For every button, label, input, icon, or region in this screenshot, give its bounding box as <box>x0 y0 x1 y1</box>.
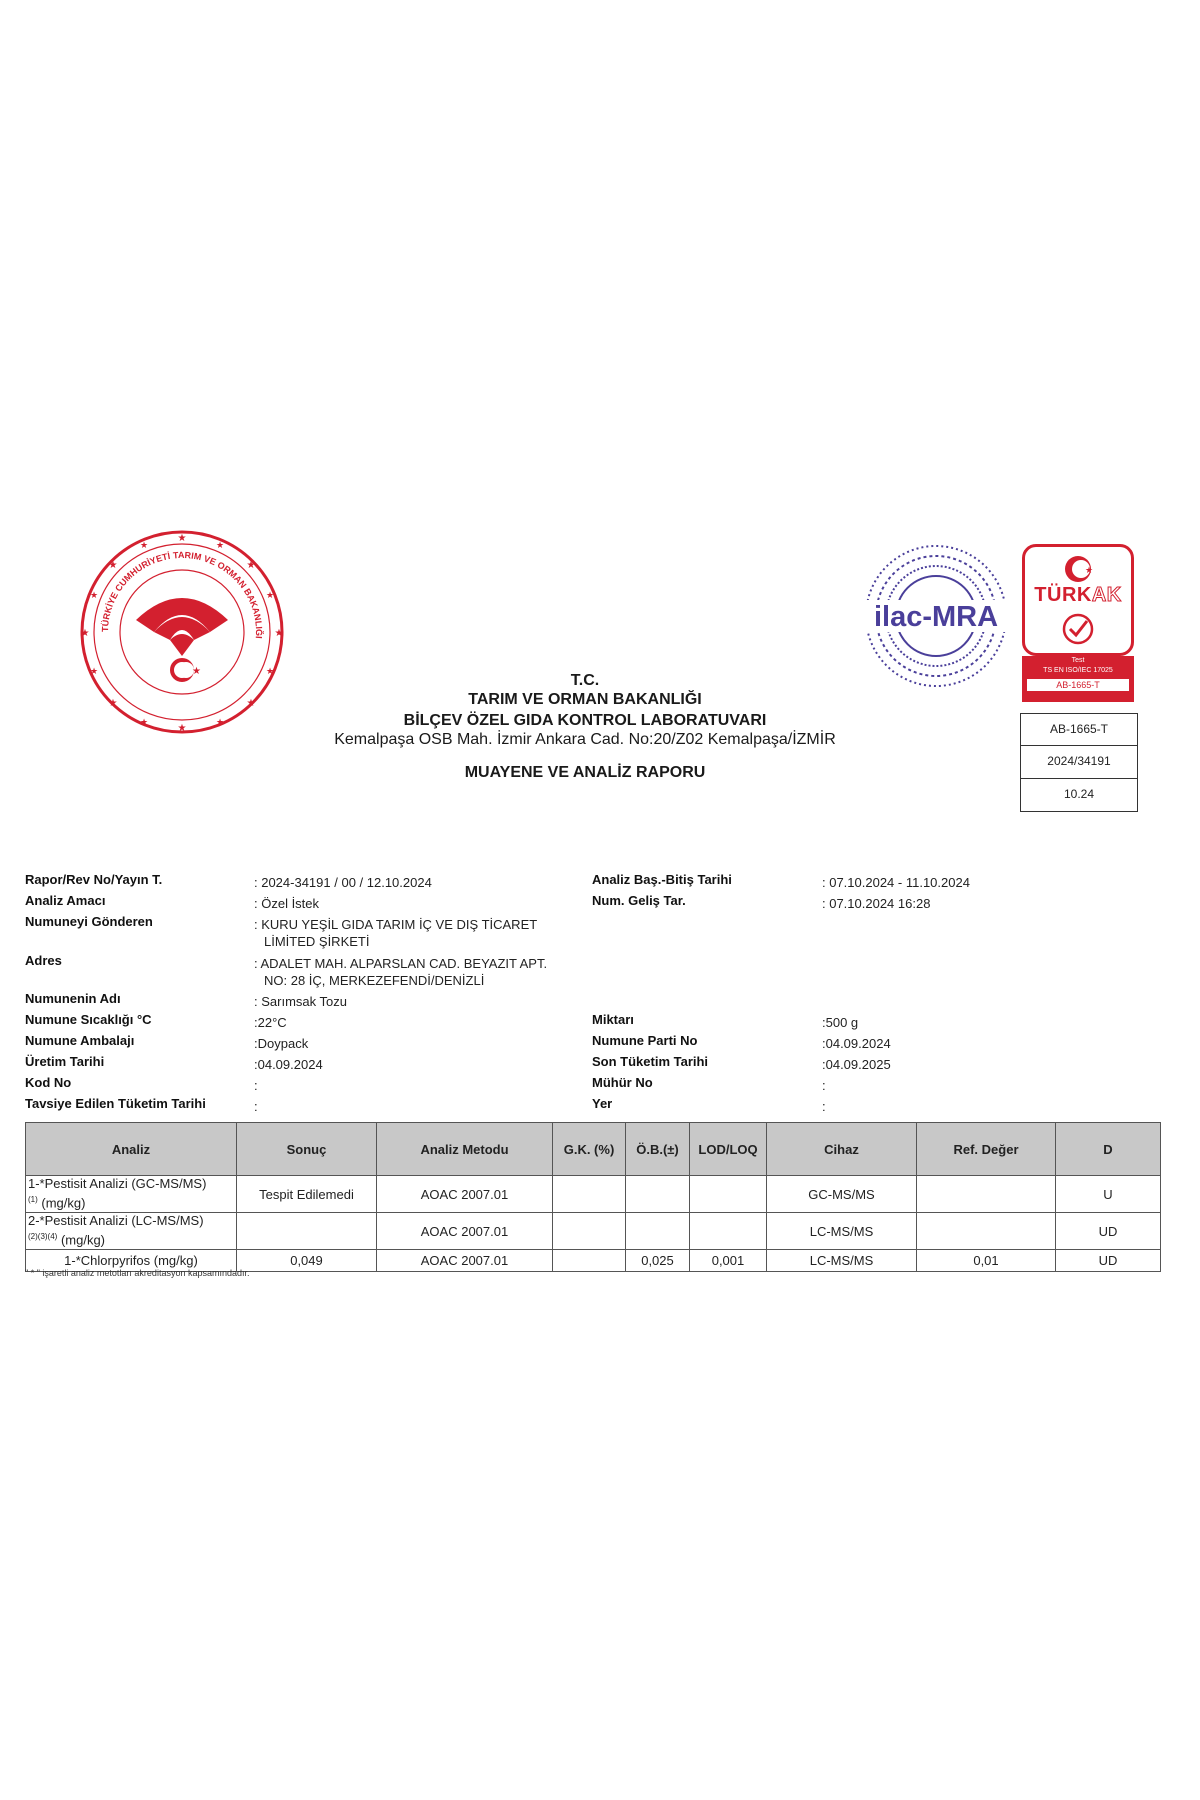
value-address-line1: : ADALET MAH. ALPARSLAN CAD. BEYAZIT APT. <box>254 956 548 971</box>
cell-method: AOAC 2007.01 <box>377 1250 553 1272</box>
svg-text:★: ★ <box>215 540 225 550</box>
value-place: : <box>822 1099 826 1114</box>
turkak-logo <box>1022 544 1136 704</box>
svg-text:★: ★ <box>265 666 275 676</box>
value-sender-line1: : KURU YEŞİL GIDA TARIM İÇ VE DIŞ TİCARET <box>254 917 538 932</box>
svg-text:★: ★ <box>1085 565 1094 575</box>
cell-d: UD <box>1056 1250 1161 1272</box>
results-table <box>25 1122 1161 1272</box>
ilac-mra-logo <box>860 540 1012 692</box>
col-header-ob: Ö.B.(±) <box>626 1123 690 1176</box>
value-sample-temp: :22°C <box>254 1015 287 1030</box>
svg-text:★: ★ <box>108 698 118 709</box>
cell-gk <box>553 1250 626 1272</box>
seal-text: TÜRKİYE CUMHURİYETİ TARIM VE ORMAN BAKANLIĞI <box>99 549 265 639</box>
value-quantity: :500 g <box>822 1015 859 1030</box>
cell-gk <box>553 1213 626 1250</box>
cell-method: AOAC 2007.01 <box>377 1213 553 1250</box>
label-expiry: Son Tüketim Tarihi <box>592 1054 709 1069</box>
header-lab-name: BİLÇEV ÖZEL GIDA KONTROL LABORATUVARI <box>403 712 767 729</box>
cell-analysis <box>26 1213 237 1250</box>
col-header-analysis: Analiz <box>26 1123 237 1176</box>
cell-gk <box>553 1176 626 1213</box>
cell-analysis: 1-*Chlorpyrifos (mg/kg) <box>26 1250 237 1272</box>
value-expiry: :04.09.2025 <box>822 1057 891 1072</box>
svg-text:★: ★ <box>246 560 256 571</box>
cell-device: LC-MS/MS <box>767 1213 917 1250</box>
label-sender: Numuneyi Gönderen <box>25 914 153 929</box>
value-analysis-dates: : 07.10.2024 - 11.10.2024 <box>822 875 970 890</box>
ilac-mra-icon <box>860 540 1012 692</box>
label-batch: Numune Parti No <box>592 1033 698 1048</box>
cell-lod <box>690 1176 767 1213</box>
report-month: 10.24 <box>1020 779 1138 812</box>
svg-text:★: ★ <box>89 590 99 600</box>
value-seal-no: : <box>822 1078 826 1093</box>
label-seal-no: Mühür No <box>592 1075 653 1090</box>
cell-device: LC-MS/MS <box>767 1250 917 1272</box>
value-packaging: :Doypack <box>254 1036 309 1051</box>
cell-result <box>237 1213 377 1250</box>
value-recommended-date: : <box>254 1099 258 1114</box>
cell-analysis <box>26 1176 237 1213</box>
cell-method: AOAC 2007.01 <box>377 1176 553 1213</box>
header-ministry: TARIM VE ORMAN BAKANLIĞI <box>468 691 702 708</box>
table-row <box>26 1176 1161 1213</box>
cell-lod: 0,001 <box>690 1250 767 1272</box>
cell-ob <box>626 1176 690 1213</box>
cell-ob <box>626 1213 690 1250</box>
svg-text:★: ★ <box>274 628 284 639</box>
ilac-mra-text: ilac-MRA <box>873 601 999 633</box>
label-code-no: Kod No <box>25 1075 72 1090</box>
value-address-line2: NO: 28 İÇ, MERKEZEFENDİ/DENİZLİ <box>264 973 485 988</box>
col-header-device: Cihaz <box>767 1123 917 1176</box>
cell-d: U <box>1056 1176 1161 1213</box>
header-address: Kemalpaşa OSB Mah. İzmir Ankara Cad. No:20/Z02 Kemalpaşa/İZMİR <box>334 731 836 748</box>
label-recommended-date: Tavsiye Edilen Tüketim Tarihi <box>25 1096 206 1111</box>
label-arrival: Num. Geliş Tar. <box>592 893 686 908</box>
col-header-result: Sonuç <box>237 1123 377 1176</box>
col-header-lod: LOD/LOQ <box>690 1123 767 1176</box>
cell-ref <box>917 1213 1056 1250</box>
report-title: MUAYENE VE ANALİZ RAPORU <box>464 764 706 781</box>
turkak-scope-standard: TS EN ISO/IEC 17025 <box>1043 667 1113 674</box>
svg-text:★: ★ <box>265 590 275 600</box>
analysis-name: 2-*Pestisit Analizi (LC-MS/MS) <box>28 1213 204 1229</box>
analysis-unit: (mg/kg) <box>37 1195 86 1211</box>
cell-d: UD <box>1056 1213 1161 1250</box>
svg-text:★: ★ <box>80 628 90 639</box>
label-purpose: Analiz Amacı <box>25 893 106 908</box>
ministry-seal-icon <box>78 528 286 736</box>
header-tc: T.C. <box>570 672 600 689</box>
table-header-row <box>26 1123 1161 1176</box>
label-sample-temp: Numune Sıcaklığı °C <box>25 1012 152 1027</box>
value-sender-line2: LİMİTED ŞİRKETİ <box>264 934 370 949</box>
label-sample-name: Numunenin Adı <box>25 991 121 1006</box>
label-production-date: Üretim Tarihi <box>25 1054 105 1069</box>
cell-ob: 0,025 <box>626 1250 690 1272</box>
value-code-no: : <box>254 1078 258 1093</box>
col-header-ref: Ref. Değer <box>917 1123 1056 1176</box>
svg-text:★: ★ <box>177 723 187 734</box>
value-arrival: : 07.10.2024 16:28 <box>822 896 931 911</box>
analysis-footnote-ref: (1) <box>28 1195 38 1205</box>
svg-text:★: ★ <box>89 666 99 676</box>
accreditation-footnote: " * " işaretli analiz metotları akreditasyon kapsamındadır. <box>25 1268 250 1278</box>
col-header-gk: G.K. (%) <box>553 1123 626 1176</box>
value-sample-name: : Sarımsak Tozu <box>254 994 347 1009</box>
cell-ref <box>917 1176 1056 1213</box>
label-place: Yer <box>592 1096 613 1111</box>
cell-result: Tespit Edilemedi <box>237 1176 377 1213</box>
turkak-brand-a: TÜRK <box>1034 584 1092 606</box>
cell-result: 0,049 <box>237 1250 377 1272</box>
col-header-method: Analiz Metodu <box>377 1123 553 1176</box>
turkak-wordmark <box>1022 584 1134 607</box>
analysis-footnote-ref: (2)(3)(4) <box>28 1232 58 1242</box>
cell-lod <box>690 1213 767 1250</box>
svg-text:★: ★ <box>139 717 149 727</box>
cell-device: GC-MS/MS <box>767 1176 917 1213</box>
value-production-date: :04.09.2024 <box>254 1057 323 1072</box>
accreditation-no: AB-1665-T <box>1020 713 1138 746</box>
value-purpose: : Özel İstek <box>254 896 320 911</box>
svg-text:★: ★ <box>215 717 225 727</box>
svg-text:★: ★ <box>192 666 201 677</box>
col-header-d: D <box>1056 1123 1161 1176</box>
turkak-accreditation-code: AB-1665-T <box>1026 678 1130 692</box>
turkak-brand-b: AK <box>1091 584 1122 606</box>
svg-text:★: ★ <box>139 540 149 550</box>
svg-text:★: ★ <box>177 533 187 544</box>
label-analysis-dates: Analiz Baş.-Bitiş Tarihi <box>592 872 732 887</box>
svg-text:★: ★ <box>108 560 118 571</box>
value-batch: :04.09.2024 <box>822 1036 891 1051</box>
label-packaging: Numune Ambalajı <box>25 1033 135 1048</box>
svg-text:★: ★ <box>246 698 256 709</box>
analysis-unit: (mg/kg) <box>57 1232 106 1248</box>
ministry-seal <box>78 528 286 736</box>
turkak-scope-band <box>1022 656 1134 702</box>
label-quantity: Miktarı <box>592 1012 634 1027</box>
cell-ref: 0,01 <box>917 1250 1056 1272</box>
label-report-no: Rapor/Rev No/Yayın T. <box>25 872 163 887</box>
label-address: Adres <box>25 953 62 968</box>
report-ref-no: 2024/34191 <box>1020 746 1138 779</box>
value-report-no: : 2024-34191 / 00 / 12.10.2024 <box>254 875 432 890</box>
analysis-name: 1-*Pestisit Analizi (GC-MS/MS) <box>28 1176 207 1192</box>
table-row <box>26 1213 1161 1250</box>
turkak-scope-type: Test <box>1071 657 1085 664</box>
